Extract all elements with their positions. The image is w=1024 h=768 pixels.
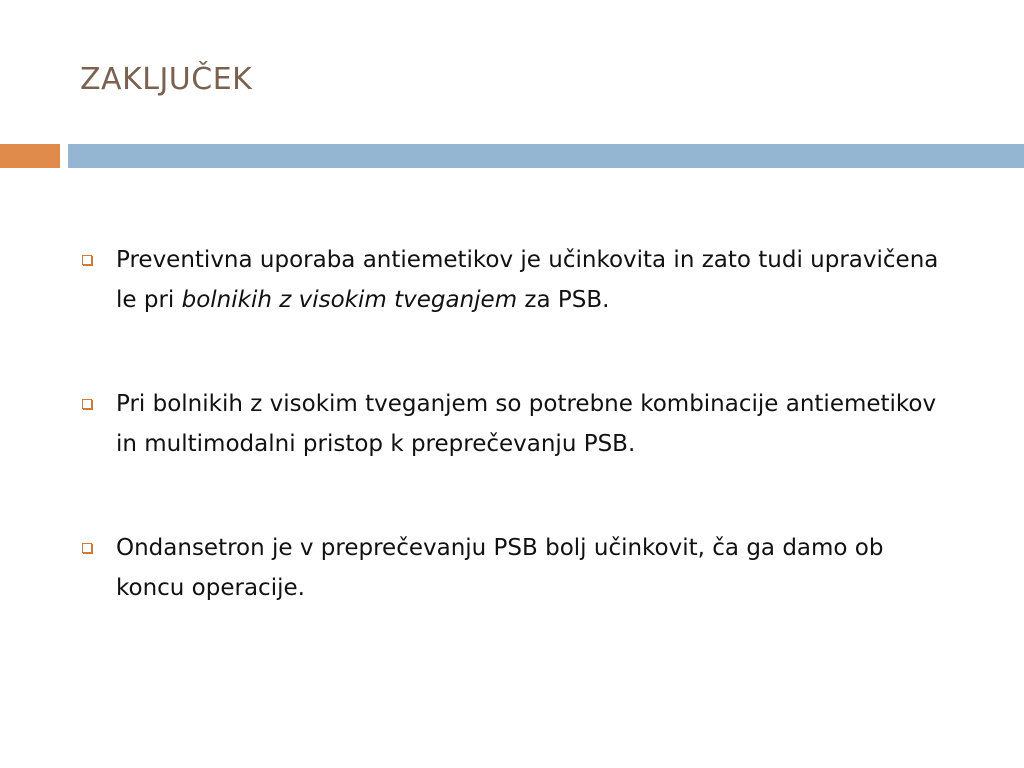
- hollow-square-bullet-icon: [82, 399, 92, 409]
- bullet-item-3: [80, 528, 940, 608]
- bullet-text-emphasis: bolnikih z visokim tveganjem: [181, 287, 518, 313]
- bullet-list: [80, 240, 940, 672]
- bullet-text: Ondansetron je v preprečevanju PSB bolj učinkovit, ča ga damo ob koncu operacije.: [116, 535, 884, 601]
- bullet-text: [116, 247, 938, 313]
- accent-bar-blue: [68, 144, 1024, 168]
- bullet-text-part: Preventivna uporaba antiemetikov je učinkovita in zato tudi upravičena le pri: [116, 247, 939, 313]
- bullet-text: Pri bolnikih z visokim tveganjem so potrebne kombinacije antiemetikov in multimodalni pristop k preprečevanju PSB.: [116, 391, 937, 457]
- accent-bar-orange: [0, 144, 60, 168]
- hollow-square-bullet-icon: [82, 543, 92, 553]
- bullet-text-part: za PSB.: [517, 287, 610, 313]
- bullet-item-2: [80, 384, 940, 464]
- bullet-item-1: [80, 240, 940, 320]
- hollow-square-bullet-icon: [82, 255, 92, 265]
- slide-title: ZAKLJUČEK: [80, 62, 253, 97]
